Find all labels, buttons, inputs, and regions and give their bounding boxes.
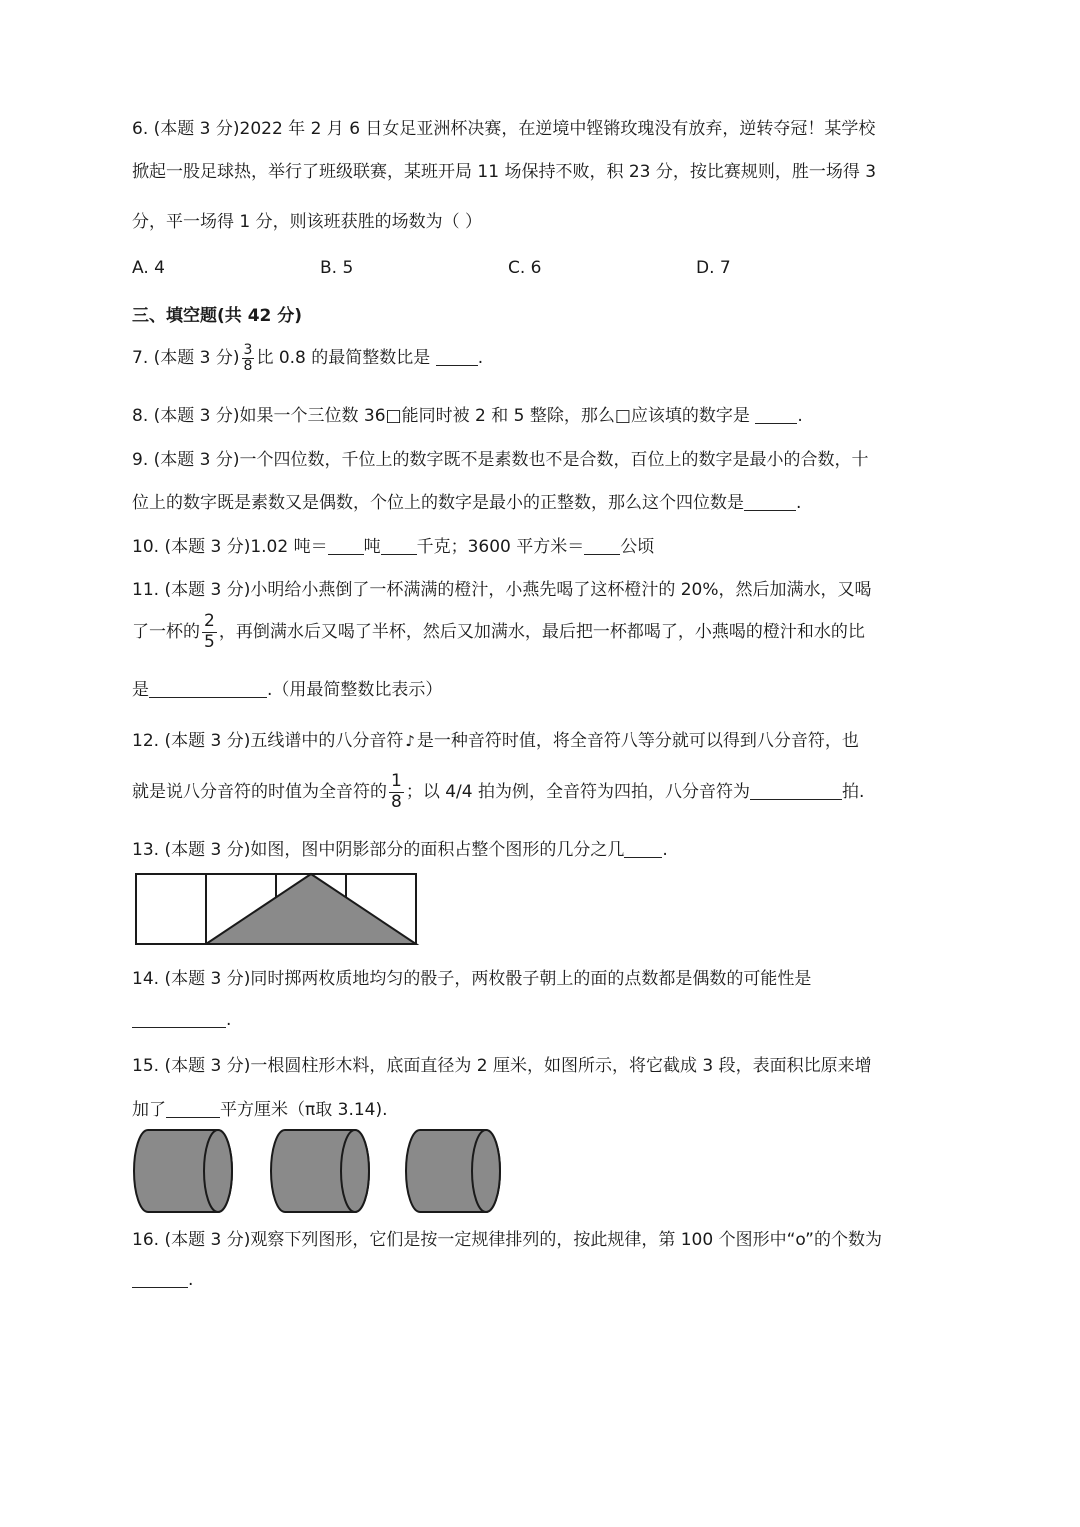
cylinder-1 [134, 1130, 232, 1212]
q10-b: 吨 [363, 537, 381, 557]
q8-end: . [797, 406, 803, 426]
eighth-note-icon: ♪ [405, 732, 415, 750]
q16-answer-blank [132, 1270, 188, 1288]
q12-line1a: 12. (本题 3 分)五线谱中的八分音符 [132, 731, 404, 751]
q15-answer-blank [166, 1100, 220, 1118]
q9-line1: 9. (本题 3 分)一个四位数，千位上的数字既不是素数也不是合数，百位上的数字是最小的合数，十 [132, 450, 869, 470]
q11-line3 [132, 675, 442, 700]
q8 [132, 401, 803, 426]
q10-c: 千克；3600 平方米＝ [416, 537, 585, 557]
q13-shaded-triangle-figure [134, 872, 420, 948]
q16-end: . [188, 1270, 194, 1290]
q9-line2 [132, 488, 801, 513]
q10-d: 公顷 [620, 537, 655, 557]
q13 [132, 835, 668, 860]
q12-frac-den: 8 [391, 791, 402, 812]
q10-blank-1 [328, 537, 364, 555]
q9-line2-text: 位上的数字既是素数又是偶数，个位上的数字是最小的正整数，那么这个四位数是 [132, 493, 744, 513]
q10-blank-2 [381, 537, 417, 555]
q11-line2a: 了一杯的 [132, 622, 200, 643]
q6-line1: 6. (本题 3 分)2022 年 2 月 6 日女足亚洲杯决赛，在逆境中铿锵玫瑰没有放弃，逆转夺冠！某学校 [132, 119, 876, 139]
q12-line1b: 是一种音符时值，将全音符八等分就可以得到八分音符，也 [416, 731, 859, 751]
q11-frac-num: 2 [204, 611, 215, 631]
q14-line2 [132, 1010, 231, 1030]
cylinder-3 [406, 1130, 500, 1212]
q14-end: . [226, 1010, 232, 1030]
q12-answer-blank [750, 782, 842, 800]
q14-line1: 14. (本题 3 分)同时掷两枚质地均匀的骰子，两枚骰子朝上的面的点数都是偶数的可能性是 [132, 969, 812, 989]
q11-line2 [132, 612, 865, 652]
q8-text: 8. (本题 3 分)如果一个三位数 36□能同时被 2 和 5 整除，那么□应该填的数字是 [132, 406, 756, 426]
q16-line1: 16. (本题 3 分)观察下列图形，它们是按一定规律排列的，按此规律，第 100 个图形中“o”的个数为 [132, 1230, 882, 1250]
q6-option-b: B. 5 [320, 258, 354, 278]
q7-answer-blank [436, 348, 478, 366]
q7-end: . [477, 348, 484, 369]
q9-answer-blank [744, 493, 796, 511]
q15-line1: 15. (本题 3 分)一根圆柱形木料，底面直径为 2 厘米，如图所示，将它截成 3 段，表面积比原来增 [132, 1056, 872, 1076]
q6-line2: 掀起一股足球热，举行了班级联赛，某班开局 11 场保持不败，积 23 分，按比赛规则，胜一场得 3 [132, 162, 877, 182]
q11-answer-blank [149, 680, 267, 698]
q12-line2a: 就是说八分音符的时值为全音符的 [132, 782, 387, 803]
q13-text: 13. (本题 3 分)如图，图中阴影部分的面积占整个图形的几分之几 [132, 840, 625, 860]
cylinder-2 [271, 1130, 369, 1212]
q12-line2 [132, 772, 864, 812]
q6-option-a: A. 4 [132, 258, 165, 278]
q15-line2b: 平方厘米（π取 3.14). [220, 1100, 388, 1120]
q7 [132, 343, 483, 373]
q11-line3a: 是 [132, 680, 149, 700]
q14-answer-blank [132, 1010, 226, 1028]
q8-answer-blank [755, 406, 797, 424]
q11-frac-den: 5 [204, 631, 215, 652]
q7-fraction [242, 343, 255, 373]
q9-end: . [796, 493, 802, 513]
q7-text: 比 0.8 的最简整数比是 [256, 348, 436, 369]
q15-line2a: 加了 [132, 1100, 166, 1120]
q6-option-c: C. 6 [508, 258, 542, 278]
q6-line3: 分，平一场得 1 分，则该班获胜的场数为（ ） [132, 212, 483, 232]
q12-line2c: 拍. [842, 782, 865, 803]
q12-fraction [389, 772, 404, 812]
q12-line1 [132, 726, 859, 751]
q15-line2 [132, 1095, 388, 1120]
q10 [132, 532, 654, 557]
q7-frac-den: 8 [243, 357, 253, 374]
q7-prefix: 7. (本题 3 分) [132, 348, 240, 369]
q10-a: 10. (本题 3 分)1.02 吨＝ [132, 537, 328, 557]
section-heading: 三、填空题(共 42 分) [132, 306, 303, 326]
q11-line1: 11. (本题 3 分)小明给小燕倒了一杯满满的橙汁，小燕先喝了这杯橙汁的 20%，然后加满水，又喝 [132, 580, 872, 600]
q13-end: . [662, 840, 668, 860]
q16-line2 [132, 1270, 193, 1290]
q6-option-d: D. 7 [696, 258, 731, 278]
q12-frac-num: 1 [391, 771, 402, 791]
q10-blank-3 [584, 537, 620, 555]
shaded-triangle [206, 874, 416, 944]
q11-fraction [202, 612, 217, 652]
q12-line2b: ；以 4/4 拍为例，全音符为四拍，八分音符为 [405, 782, 750, 803]
q7-frac-num: 3 [243, 342, 253, 358]
q15-cylinders-figure [130, 1126, 510, 1216]
q11-line3b: .（用最简整数比表示） [267, 680, 443, 700]
q11-line2b: ，再倒满水后又喝了半杯，然后又加满水，最后把一杯都喝了，小燕喝的橙汁和水的比 [218, 622, 865, 643]
q13-answer-blank [624, 840, 662, 858]
